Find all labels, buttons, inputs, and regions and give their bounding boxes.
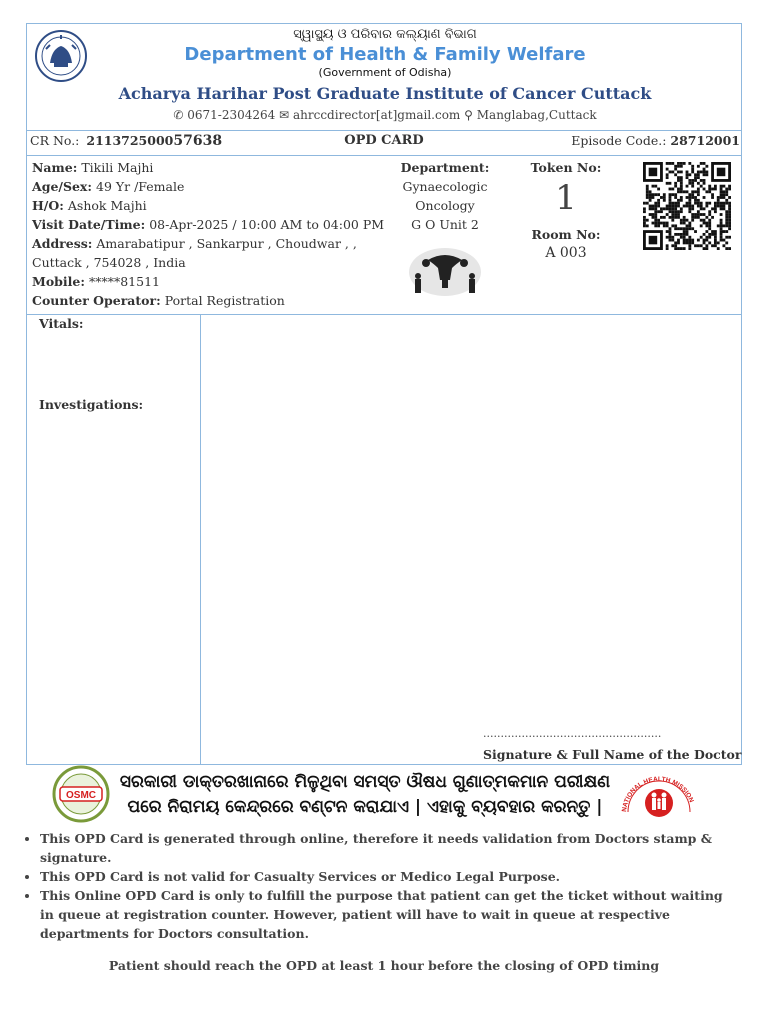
episode-value: 28712001: [670, 133, 740, 148]
location: Manglabag,Cuttack: [476, 108, 597, 122]
room-number: A 003: [545, 245, 587, 261]
operator-label: Counter Operator:: [32, 293, 161, 308]
episode-code: [571, 133, 740, 148]
address-line-2: Cuttack , 754028 , India: [32, 255, 186, 270]
divider-patient: [27, 314, 741, 315]
contact-line: [100, 108, 670, 122]
institute-name: Acharya Harihar Post Graduate Institute of Cancer Cuttack: [118, 84, 652, 103]
note-item: • This Online OPD Card is only to fulfill the purpose that patient can get the ticket without waiting in queue at registration counter. However, patient will have to wait in queue at respective departments for Doctors consultation.: [40, 886, 740, 943]
opd-card-title: OPD CARD: [344, 133, 424, 148]
mobile-label: Mobile:: [32, 274, 85, 289]
age-sex: 49 Yr /Female: [96, 179, 185, 194]
token-block: [515, 158, 617, 262]
ho-label: H/O:: [32, 198, 64, 213]
address-row: [32, 234, 402, 253]
department-line-1: Gynaecologic: [402, 179, 488, 194]
department-label: Department:: [400, 160, 490, 175]
odisha-emblem: [34, 29, 88, 83]
name-label: Name:: [32, 160, 78, 175]
divider-vitals-column: [200, 315, 201, 764]
cr-value-part-a: 2113725000: [86, 133, 174, 148]
visit-datetime: 08-Apr-2025 / 10:00 AM to 04:00 PM: [149, 217, 385, 232]
footer-note: Patient should reach the OPD at least 1 hour before the closing of OPD timing: [108, 958, 660, 973]
investigations-label: Investigations:: [39, 397, 144, 412]
department-line-2: Oncology: [415, 198, 475, 213]
department-block: [385, 158, 505, 234]
note-item: • This OPD Card is not valid for Casualty Services or Medico Legal Purpose.: [40, 867, 740, 886]
nhm-logo: [618, 768, 700, 824]
department-title: Department of Health & Family Welfare: [184, 44, 586, 65]
government-subtitle: (Government of Odisha): [318, 66, 452, 79]
map-pin-icon: ⚲: [464, 108, 473, 122]
visit-row: [32, 215, 402, 234]
divider-meta: [27, 155, 741, 156]
visit-label: Visit Date/Time:: [32, 217, 146, 232]
episode-label: Episode Code.:: [571, 133, 667, 148]
mobile-number: *****81511: [88, 274, 160, 289]
osmc-logo: [52, 765, 110, 823]
odia-department-title: ସ୍ୱାସ୍ଥ୍ୟ ଓ ପରିବାର କଲ୍ୟାଣ ବିଭାଗ: [293, 27, 477, 42]
token-number: 1: [555, 178, 577, 218]
token-label: Token No:: [530, 160, 602, 175]
patient-details: [32, 158, 402, 310]
odia-notice-line-2: ପରେ ନିରାମୟ କେନ୍ଦ୍ରରେ ବଣ୍ଟନ କରାଯାଏ | ଏହାକୁ ବ୍ୟବହାର କରନ୍ତୁ |: [127, 797, 603, 817]
note-item: • This OPD Card is generated through online, therefore it needs validation from Doctors stamp & signature.: [40, 829, 740, 867]
age-sex-row: [32, 177, 402, 196]
patient-name-row: [32, 158, 402, 177]
signature-line: ...................................................: [483, 727, 662, 740]
room-label: Room No:: [531, 227, 601, 242]
phone-icon: ✆: [173, 108, 184, 122]
divider-header: [27, 130, 741, 131]
envelope-icon: ✉: [279, 108, 290, 122]
address-label: Address:: [32, 236, 93, 251]
address-line-1: Amarabatipur , Sankarpur , Choudwar , ,: [96, 236, 357, 251]
signature-label: Signature & Full Name of the Doctor: [483, 747, 742, 762]
odia-notice-line-1: ସରକାରୀ ଡାକ୍ତରଖାନାରେ ମିଳୁଥିବା ସମସ୍ତ ଔଷଧ ଗୁଣାତ୍ମକମାନ ପରୀକ୍ଷଣ: [119, 772, 611, 792]
notes-list: [16, 829, 740, 943]
cr-value-part-b: 57638: [173, 133, 223, 149]
cr-number: [30, 133, 222, 149]
mobile-row: [32, 272, 402, 291]
age-sex-label: Age/Sex:: [32, 179, 93, 194]
email-address: ahrccdirector[at]gmail.com: [293, 108, 461, 122]
gynaecology-pictogram: [406, 246, 484, 300]
vitals-label: Vitals:: [39, 316, 84, 331]
patient-name: Tikili Majhi: [81, 160, 154, 175]
phone-number: 0671-2304264: [187, 108, 276, 122]
ho-name: Ashok Majhi: [67, 198, 147, 213]
osmc-logo-text: OSMC: [66, 790, 96, 801]
ho-row: [32, 196, 402, 215]
counter-operator: Portal Registration: [164, 293, 285, 308]
operator-row: [32, 291, 402, 310]
department-line-3: G O Unit 2: [411, 217, 479, 232]
qr-code: [641, 162, 733, 250]
nhm-logo-text: NATIONAL HEALTH MISSION: [621, 775, 695, 813]
cr-label: CR No.:: [30, 133, 80, 148]
